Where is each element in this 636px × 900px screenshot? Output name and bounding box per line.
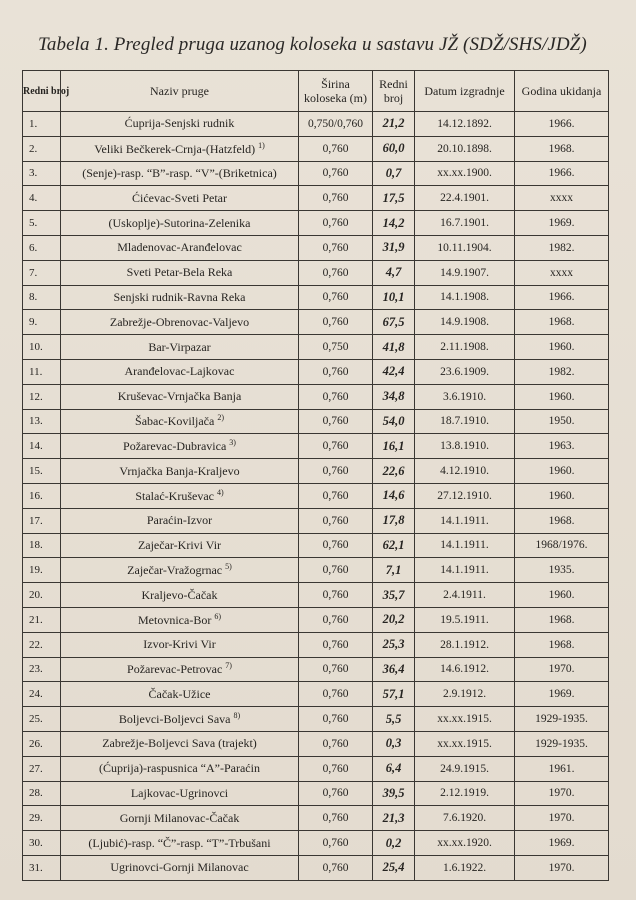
row-width: 0,760 <box>299 533 373 558</box>
row-date: 14.1.1911. <box>415 508 515 533</box>
row-name-text: Stalać-Kruševac <box>135 488 214 503</box>
row-date: 14.1.1911. <box>415 533 515 558</box>
row-date: 27.12.1910. <box>415 483 515 508</box>
row-name-text: Šabac-Koviljača <box>135 414 215 429</box>
table-row <box>23 285 609 310</box>
table-row <box>23 533 609 558</box>
row-year: 1960. <box>515 583 609 608</box>
table-row <box>23 707 609 732</box>
row-width: 0,760 <box>299 657 373 682</box>
footnote-mark: 8) <box>233 711 241 721</box>
row-name <box>61 855 299 880</box>
table-header-row <box>23 71 609 112</box>
row-number: 5. <box>23 211 61 236</box>
row-date: xx.xx.1900. <box>415 161 515 186</box>
row-number: 10. <box>23 335 61 360</box>
row-date: 28.1.1912. <box>415 632 515 657</box>
table-body <box>23 112 609 881</box>
row-year: 1968/1976. <box>515 533 609 558</box>
row-width: 0,760 <box>299 558 373 583</box>
row-name <box>61 459 299 484</box>
row-name <box>61 235 299 260</box>
row-name <box>61 409 299 434</box>
row-name-text: Mladenovac-Aranđelovac <box>117 240 242 255</box>
row-number: 31. <box>23 855 61 880</box>
row-name <box>61 136 299 161</box>
row-name-text: (Uskoplje)-Sutorina-Zelenika <box>108 215 251 230</box>
row-redni: 14,2 <box>373 211 415 236</box>
row-redni: 20,2 <box>373 607 415 632</box>
row-date: 20.10.1898. <box>415 136 515 161</box>
row-date: 18.7.1910. <box>415 409 515 434</box>
row-year: 1960. <box>515 384 609 409</box>
footnote-mark: 5) <box>225 562 232 572</box>
row-name-text: Boljevci-Boljevci Sava <box>118 712 231 727</box>
row-name <box>61 260 299 285</box>
row-name <box>61 583 299 608</box>
table-row <box>23 657 609 682</box>
row-date: xx.xx.1915. <box>415 731 515 756</box>
row-name-text: (Senje)-rasp. “B”-rasp. “V”-(Briketnica) <box>82 165 277 180</box>
row-number: 29. <box>23 806 61 831</box>
row-name <box>61 682 299 707</box>
row-date: 10.11.1904. <box>415 235 515 260</box>
footnote-mark: 3) <box>229 438 236 448</box>
row-name <box>61 211 299 236</box>
row-date: 4.12.1910. <box>415 459 515 484</box>
table-row <box>23 161 609 186</box>
row-redni: 39,5 <box>373 781 415 806</box>
row-year: 1968. <box>515 310 609 335</box>
row-width: 0,760 <box>299 384 373 409</box>
row-redni: 17,5 <box>373 186 415 211</box>
row-date: 2.11.1908. <box>415 335 515 360</box>
row-date: 14.1.1911. <box>415 558 515 583</box>
row-date: xx.xx.1915. <box>415 707 515 732</box>
row-name <box>61 831 299 856</box>
row-number: 30. <box>23 831 61 856</box>
row-redni: 36,4 <box>373 657 415 682</box>
row-number: 16. <box>23 483 61 508</box>
header-godina: Godina ukidanja <box>515 71 609 112</box>
row-name <box>61 186 299 211</box>
row-width: 0,760 <box>299 359 373 384</box>
row-width: 0,760 <box>299 235 373 260</box>
row-name-text: Sveti Petar-Bela Reka <box>126 265 233 280</box>
row-name-text: Metovnica-Bor <box>138 612 212 627</box>
row-name <box>61 310 299 335</box>
row-redni: 25,4 <box>373 855 415 880</box>
row-redni: 67,5 <box>373 310 415 335</box>
row-width: 0,760 <box>299 186 373 211</box>
table-row <box>23 632 609 657</box>
row-name <box>61 781 299 806</box>
row-year: 1950. <box>515 409 609 434</box>
row-date: 13.8.1910. <box>415 434 515 459</box>
row-name <box>61 731 299 756</box>
row-name <box>61 756 299 781</box>
row-width: 0,750 <box>299 335 373 360</box>
row-year: 1968. <box>515 607 609 632</box>
row-name-text: Ugrinovci-Gornji Milanovac <box>110 860 249 875</box>
row-width: 0,760 <box>299 781 373 806</box>
row-number: 20. <box>23 583 61 608</box>
row-name-text: Paraćin-Izvor <box>146 513 213 528</box>
row-date: 2.9.1912. <box>415 682 515 707</box>
row-name <box>61 434 299 459</box>
row-number: 17. <box>23 508 61 533</box>
row-redni: 10,1 <box>373 285 415 310</box>
table-row <box>23 756 609 781</box>
row-year: 1968. <box>515 136 609 161</box>
footnote-mark: 6) <box>214 611 221 621</box>
row-name-text: Zaječar-Krivi Vir <box>137 537 222 552</box>
row-redni: 62,1 <box>373 533 415 558</box>
row-year: 1968. <box>515 632 609 657</box>
row-name <box>61 632 299 657</box>
row-redni: 4,7 <box>373 260 415 285</box>
row-name-text: Kruševac-Vrnjačka Banja <box>117 389 242 404</box>
row-name <box>61 161 299 186</box>
row-width: 0,750/0,760 <box>299 112 373 137</box>
row-number: 23. <box>23 657 61 682</box>
row-year: 1966. <box>515 161 609 186</box>
row-redni: 41,8 <box>373 335 415 360</box>
row-width: 0,760 <box>299 136 373 161</box>
footnote-mark: 7) <box>225 661 232 671</box>
row-number: 1. <box>23 112 61 137</box>
row-year: 1960. <box>515 459 609 484</box>
table-row <box>23 781 609 806</box>
table-row <box>23 409 609 434</box>
row-year: 1970. <box>515 781 609 806</box>
footnote-mark: 2) <box>217 413 224 423</box>
table-row <box>23 583 609 608</box>
row-year: 1963. <box>515 434 609 459</box>
row-redni: 57,1 <box>373 682 415 707</box>
row-date: 14.1.1908. <box>415 285 515 310</box>
row-year: 1969. <box>515 831 609 856</box>
row-name-text: Požarevac-Petrovac <box>127 662 223 677</box>
row-number: 27. <box>23 756 61 781</box>
row-name <box>61 657 299 682</box>
row-name <box>61 335 299 360</box>
row-year: 1960. <box>515 335 609 360</box>
table-row <box>23 731 609 756</box>
row-number: 28. <box>23 781 61 806</box>
table-row <box>23 682 609 707</box>
row-name-text: Veliki Bečkerek-Crnja-(Hatzfeld) <box>94 141 256 156</box>
row-name-text: (Ćuprija)-raspusnica “A”-Paraćin <box>99 761 260 776</box>
row-year: 1982. <box>515 359 609 384</box>
row-name-text: Čačak-Užice <box>148 686 211 701</box>
row-number: 13. <box>23 409 61 434</box>
row-date: 24.9.1915. <box>415 756 515 781</box>
row-year: 1966. <box>515 285 609 310</box>
row-name <box>61 112 299 137</box>
row-year: 1970. <box>515 657 609 682</box>
row-width: 0,760 <box>299 211 373 236</box>
row-redni: 7,1 <box>373 558 415 583</box>
row-width: 0,760 <box>299 806 373 831</box>
table-row <box>23 335 609 360</box>
table-row <box>23 186 609 211</box>
row-year: 1961. <box>515 756 609 781</box>
row-year: 1935. <box>515 558 609 583</box>
row-number: 11. <box>23 359 61 384</box>
row-redni: 5,5 <box>373 707 415 732</box>
table-title: Tabela 1. Pregled pruga uzanog koloseka u sastavu JŽ (SDŽ/SHS/JDŽ) <box>38 34 587 55</box>
row-name <box>61 285 299 310</box>
row-width: 0,760 <box>299 831 373 856</box>
row-name <box>61 508 299 533</box>
row-year: 1929-1935. <box>515 707 609 732</box>
row-width: 0,760 <box>299 161 373 186</box>
row-date: 3.6.1910. <box>415 384 515 409</box>
row-width: 0,760 <box>299 583 373 608</box>
table-row <box>23 235 609 260</box>
row-redni: 25,3 <box>373 632 415 657</box>
row-number: 2. <box>23 136 61 161</box>
row-date: 16.7.1901. <box>415 211 515 236</box>
row-name <box>61 359 299 384</box>
row-number: 3. <box>23 161 61 186</box>
row-name-text: Zabrežje-Boljevci Sava (trajekt) <box>102 736 257 751</box>
row-name-text: Ćuprija-Senjski rudnik <box>124 116 235 131</box>
row-redni: 22,6 <box>373 459 415 484</box>
table-row <box>23 310 609 335</box>
footnote-mark: 4) <box>216 487 224 497</box>
table-row <box>23 483 609 508</box>
row-name <box>61 384 299 409</box>
row-width: 0,760 <box>299 434 373 459</box>
row-date: 22.4.1901. <box>415 186 515 211</box>
header-redni: Redni broj <box>373 71 415 112</box>
table-row <box>23 607 609 632</box>
railway-table <box>22 70 609 881</box>
row-name-text: Zabrežje-Obrenovac-Valjevo <box>109 314 250 329</box>
row-redni: 21,3 <box>373 806 415 831</box>
table-row <box>23 558 609 583</box>
row-width: 0,760 <box>299 260 373 285</box>
row-redni: 6,4 <box>373 756 415 781</box>
row-width: 0,760 <box>299 632 373 657</box>
row-date: 1.6.1922. <box>415 855 515 880</box>
row-date: 14.9.1907. <box>415 260 515 285</box>
table-row <box>23 434 609 459</box>
row-name-text: Bar-Virpazar <box>148 339 211 354</box>
row-width: 0,760 <box>299 459 373 484</box>
table-row <box>23 260 609 285</box>
row-width: 0,760 <box>299 409 373 434</box>
table-row <box>23 384 609 409</box>
row-width: 0,760 <box>299 508 373 533</box>
row-date: 14.12.1892. <box>415 112 515 137</box>
row-name-text: Ćićevac-Sveti Petar <box>132 190 227 205</box>
row-name-text: Izvor-Krivi Vir <box>143 637 216 652</box>
row-redni: 42,4 <box>373 359 415 384</box>
row-number: 7. <box>23 260 61 285</box>
row-year: 1966. <box>515 112 609 137</box>
row-year: xxxx <box>515 186 609 211</box>
row-number: 24. <box>23 682 61 707</box>
row-name-text: Kraljevo-Čačak <box>141 587 218 602</box>
footnote-mark: 1) <box>258 140 265 150</box>
table-row <box>23 136 609 161</box>
header-redni-broj: Redni broj <box>23 71 61 112</box>
row-date: 19.5.1911. <box>415 607 515 632</box>
table-row <box>23 855 609 880</box>
row-name-text: Zaječar-Vražogrnac <box>127 563 223 578</box>
row-name-text: Senjski rudnik-Ravna Reka <box>113 289 246 304</box>
row-date: 14.9.1908. <box>415 310 515 335</box>
row-redni: 21,2 <box>373 112 415 137</box>
row-name-text: Lajkovac-Ugrinovci <box>130 785 229 800</box>
row-redni: 31,9 <box>373 235 415 260</box>
table-row <box>23 459 609 484</box>
row-name-text: Aranđelovac-Lajkovac <box>124 364 235 379</box>
row-year: 1968. <box>515 508 609 533</box>
table-row <box>23 508 609 533</box>
row-name <box>61 806 299 831</box>
row-year: 1982. <box>515 235 609 260</box>
row-width: 0,760 <box>299 756 373 781</box>
row-redni: 0,7 <box>373 161 415 186</box>
row-name-text: Požarevac-Dubravica <box>123 439 227 454</box>
header-naziv-pruge: Naziv pruge <box>61 71 299 112</box>
row-number: 4. <box>23 186 61 211</box>
row-width: 0,760 <box>299 607 373 632</box>
row-name <box>61 533 299 558</box>
row-year: 1960. <box>515 483 609 508</box>
row-width: 0,760 <box>299 483 373 508</box>
table-row <box>23 112 609 137</box>
row-number: 18. <box>23 533 61 558</box>
row-number: 25. <box>23 707 61 732</box>
row-date: 2.12.1919. <box>415 781 515 806</box>
row-date: 2.4.1911. <box>415 583 515 608</box>
row-number: 15. <box>23 459 61 484</box>
row-number: 26. <box>23 731 61 756</box>
row-date: 14.6.1912. <box>415 657 515 682</box>
row-year: xxxx <box>515 260 609 285</box>
row-name-text: Vrnjačka Banja-Kraljevo <box>119 463 240 478</box>
row-redni: 16,1 <box>373 434 415 459</box>
row-number: 6. <box>23 235 61 260</box>
row-width: 0,760 <box>299 285 373 310</box>
row-number: 19. <box>23 558 61 583</box>
row-redni: 17,8 <box>373 508 415 533</box>
row-redni: 0,3 <box>373 731 415 756</box>
row-year: 1969. <box>515 682 609 707</box>
row-date: 23.6.1909. <box>415 359 515 384</box>
row-year: 1969. <box>515 211 609 236</box>
row-name-text: (Ljubić)-rasp. “Č”-rasp. “T”-Trbušani <box>88 835 271 850</box>
row-number: 12. <box>23 384 61 409</box>
table-row <box>23 359 609 384</box>
row-name-text: Gornji Milanovac-Čačak <box>119 810 240 825</box>
row-redni: 35,7 <box>373 583 415 608</box>
header-datum: Datum izgradnje <box>415 71 515 112</box>
row-name <box>61 607 299 632</box>
row-date: 7.6.1920. <box>415 806 515 831</box>
row-number: 22. <box>23 632 61 657</box>
row-number: 14. <box>23 434 61 459</box>
row-date: xx.xx.1920. <box>415 831 515 856</box>
row-year: 1970. <box>515 806 609 831</box>
table-row <box>23 211 609 236</box>
row-redni: 0,2 <box>373 831 415 856</box>
row-redni: 14,6 <box>373 483 415 508</box>
row-year: 1970. <box>515 855 609 880</box>
table-row <box>23 806 609 831</box>
row-width: 0,760 <box>299 310 373 335</box>
table-row <box>23 831 609 856</box>
row-number: 8. <box>23 285 61 310</box>
row-redni: 54,0 <box>373 409 415 434</box>
row-name <box>61 558 299 583</box>
row-number: 21. <box>23 607 61 632</box>
row-width: 0,760 <box>299 731 373 756</box>
row-year: 1929-1935. <box>515 731 609 756</box>
row-width: 0,760 <box>299 682 373 707</box>
row-redni: 60,0 <box>373 136 415 161</box>
header-sirina: Širina koloseka (m) <box>299 71 373 112</box>
row-number: 9. <box>23 310 61 335</box>
row-name <box>61 483 299 508</box>
row-name <box>61 707 299 732</box>
row-redni: 34,8 <box>373 384 415 409</box>
row-width: 0,760 <box>299 707 373 732</box>
row-width: 0,760 <box>299 855 373 880</box>
